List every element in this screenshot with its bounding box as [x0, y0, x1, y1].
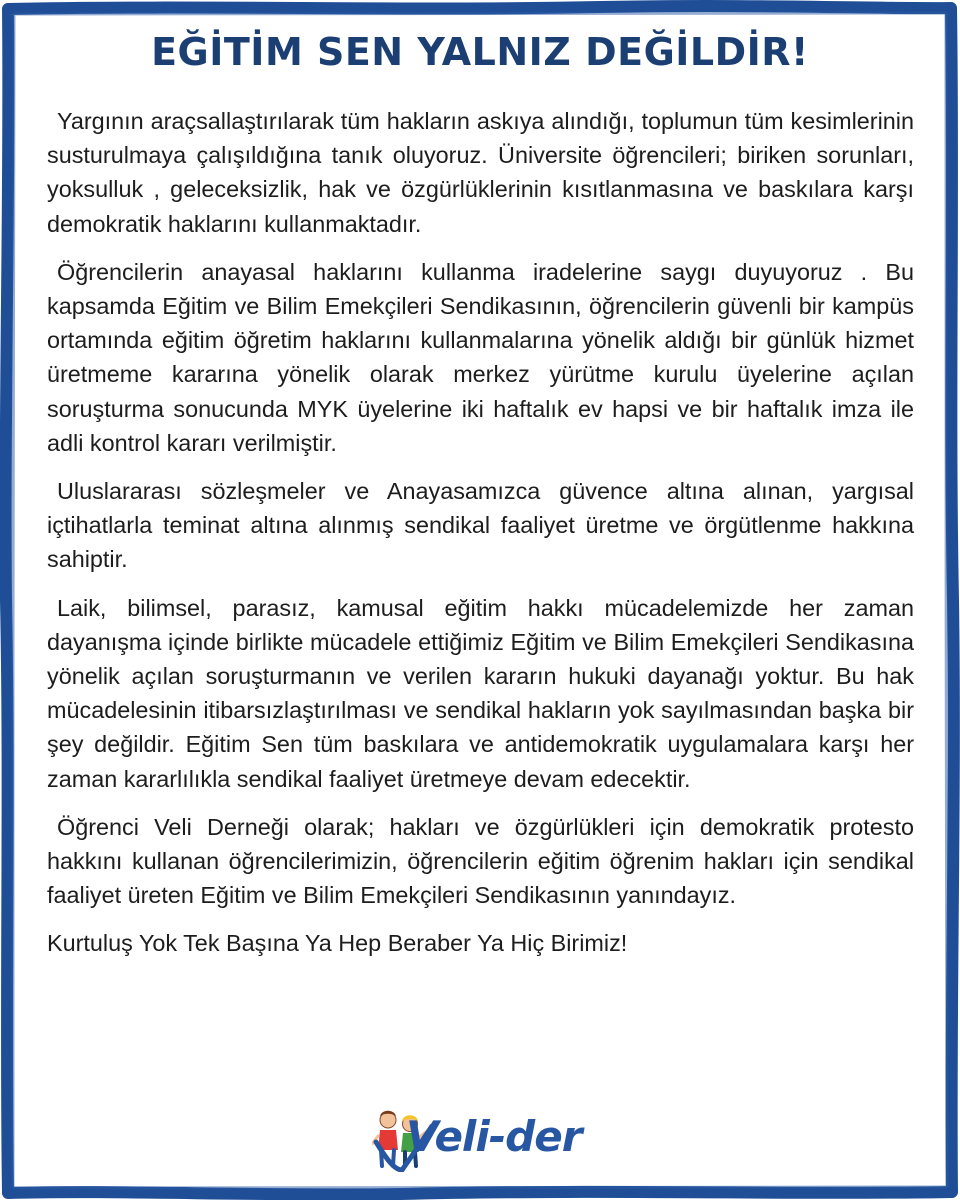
veli-der-logo [372, 1106, 582, 1176]
statement-body [47, 104, 914, 975]
paragraph: Uluslararası sözleşmeler ve Anayasamızca güvence altına alınan, yargısal içtihatlarla teminat altına alınmış sendikal faaliyet üretme ve örgütlenme hakkına sahiptir. [47, 478, 914, 573]
paragraph: Öğrencilerin anayasal haklarını kullanma iradelerine saygı duyuyoruz . Bu kapsamda Eğitim ve Bilim Emekçileri Sendikasının, öğrencilerin güvenli bir kampüs ortamında eğitim öğretim haklarını kullanmalarına yönelik aldığı bir günlük hizmet üretmeme kararına yönelik olarak merkez yürütme kurulu üyelerine açılan soruşturma sonucunda MYK üyelerine iki haftalık ev hapsi ve bir haftalık imza ile adli kontrol kararı verilmiştir. [47, 258, 914, 456]
paragraph: Yargının araçsallaştırılarak tüm hakların askıya alındığı, toplumun tüm kesimlerinin susturulmaya çalışıldığına tanık oluyoruz. Üniversite öğrencileri; biriken sorunları, yoksulluk , geleceksizlik, hak ve özgürlüklerinin kısıtlanmasına ve baskılara karşı demokratik haklarını kullanmaktadır. [47, 108, 914, 237]
closing-slogan: Kurtuluş Yok Tek Başına Ya Hep Beraber Ya Hiç Birimiz! [47, 930, 628, 957]
page-title: EĞİTİM SEN YALNIZ DEĞİLDİR! [151, 30, 809, 74]
logo-text: Veli-der [406, 1112, 582, 1161]
paragraph: Laik, bilimsel, parasız, kamusal eğitim hakkı mücadelemizde her zaman dayanışma içinde birlikte mücadele ettiğimiz Eğitim ve Bilim Emekçileri Sendikasına yönelik açılan soruşturmanın ve verilen kararın hukuki dayanağı yoktur. Bu hak mücadelesinin itibarsızlaştırılması ve sendikal hakların yok sayılmasından başka bir şey değildir. Eğitim Sen tüm baskılara ve antidemokratik uygulamalara karşı her zaman kararlılıkla sendikal faaliyet üretmeye devam edecektir. [47, 594, 914, 792]
paragraph: Öğrenci Veli Derneği olarak; hakları ve özgürlükleri için demokratik protesto hakkını kullanan öğrencilerimizin, öğrencilerin eğitim öğrenim hakları için sendikal faaliyet üreten Eğitim ve Bilim Emekçileri Sendikasının yanındayız. [47, 813, 914, 909]
